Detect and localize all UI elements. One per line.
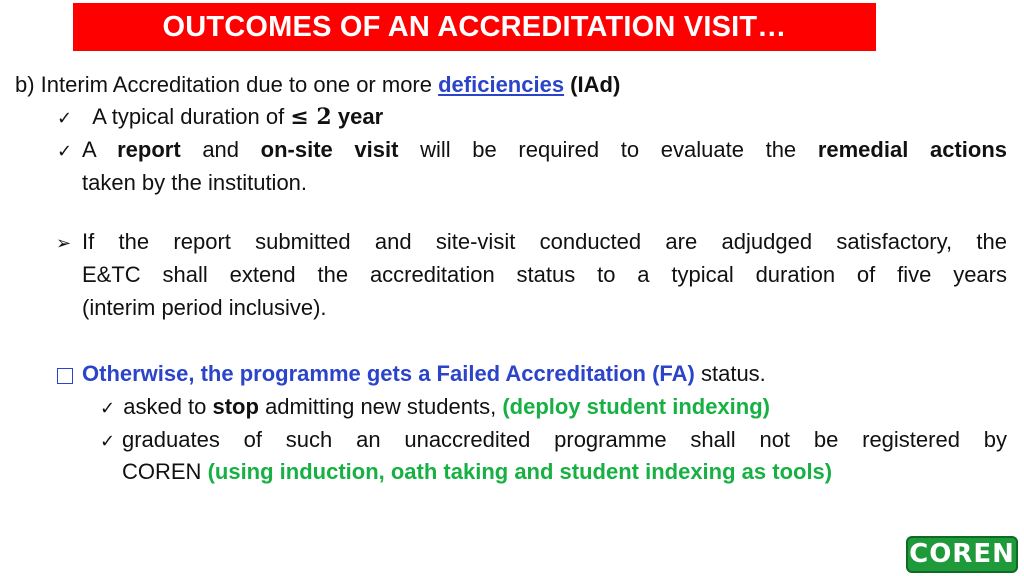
if-para-line2: E&TC shall extend the accreditation status to a typical duration of five years — [82, 262, 1007, 287]
duration-symbol: ≤ 2 — [290, 104, 332, 130]
deficiencies-link[interactable]: deficiencies — [438, 72, 565, 97]
report-item-marker — [57, 136, 72, 166]
slide-title: OUTCOMES OF AN ACCREDITATION VISIT… — [73, 3, 876, 51]
duration-suffix: year — [331, 104, 384, 129]
section-b-heading — [15, 71, 620, 99]
arrow-marker — [56, 228, 71, 258]
deploy-indexing-text: (deploy student indexing) — [502, 394, 770, 419]
report-item-line1: A report and on-site visit will be required to evaluate the remedial actions — [82, 137, 1007, 162]
duration-prefix: A typical duration of — [92, 104, 291, 129]
report-item-line2: taken by the institution. — [82, 170, 308, 195]
check-icon: ✓ — [100, 398, 116, 419]
iad-abbr: (IAd) — [564, 72, 621, 97]
check-icon: ✓ — [57, 141, 73, 162]
stop-keyword: stop — [212, 394, 259, 419]
coren-logo: COREN — [906, 536, 1018, 573]
otherwise-line: Otherwise, the programme gets a Failed Accreditation (FA) status. — [82, 361, 766, 386]
report-keyword: report — [117, 137, 181, 162]
check-icon: ✓ — [57, 108, 73, 129]
arrow-bullet-icon: ➢ — [56, 233, 72, 254]
stop-item: ✓ asked to stop admitting new students, (deploy student indexing) — [100, 393, 770, 423]
if-para-line3: (interim period inclusive). — [82, 295, 327, 320]
failed-accreditation-text: Otherwise, the programme gets a Failed Accreditation (FA) — [82, 361, 695, 386]
onsite-keyword: on-site visit — [260, 137, 399, 162]
remedial-keyword: remedial actions — [817, 137, 1007, 162]
graduates-line1: graduates of such an unaccredited programme shall not be registered by — [122, 427, 1007, 452]
duration-item — [57, 103, 383, 133]
if-para-line1: If the report submitted and site-visit conducted are adjudged satisfactory, the — [82, 229, 1007, 254]
section-b-intro: b) Interim Accreditation due to one or more — [15, 72, 439, 97]
tools-text: (using induction, oath taking and student indexing as tools) — [207, 459, 833, 484]
graduates-marker — [100, 426, 115, 456]
graduates-line2: COREN (using induction, oath taking and student indexing as tools) — [122, 459, 833, 484]
square-bullet-icon — [57, 368, 73, 384]
check-icon: ✓ — [100, 431, 116, 452]
